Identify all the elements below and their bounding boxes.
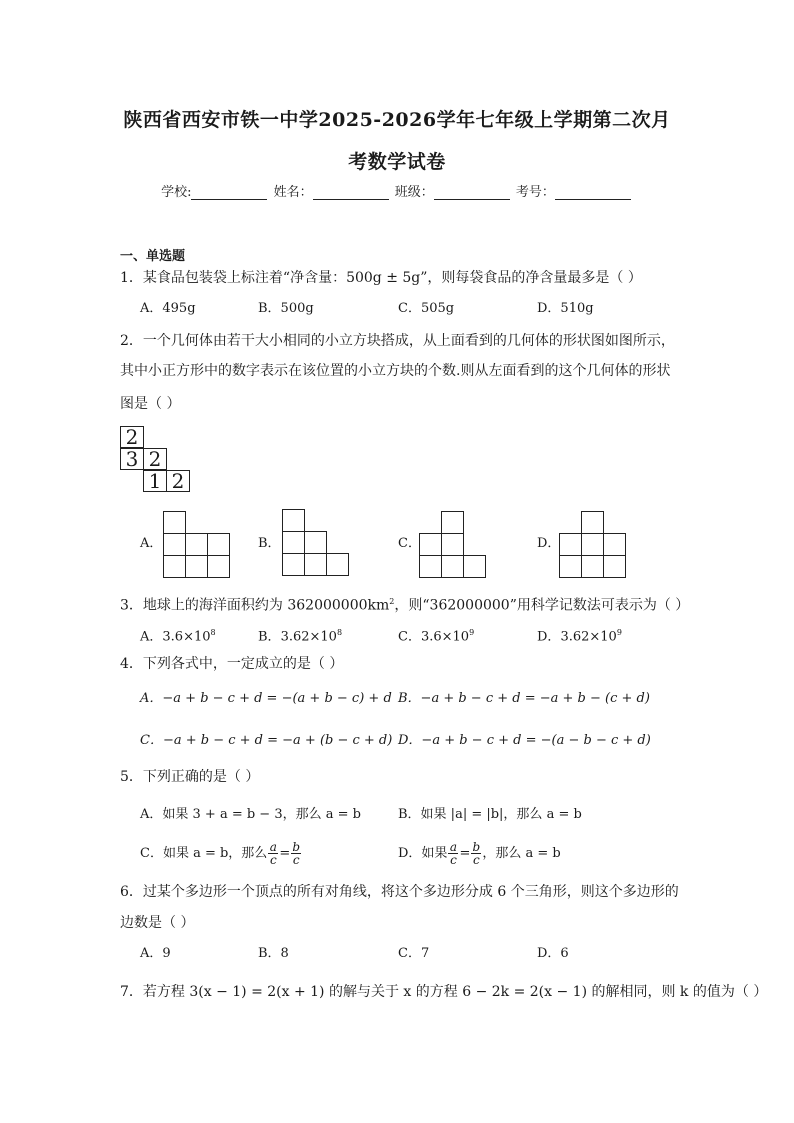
question-2-option-d-figure[interactable] — [559, 511, 629, 578]
question-5-option-b[interactable]: B．如果 |a| = |b|，那么 a = b — [398, 807, 582, 822]
question-6-line-1: 6．过某个多边形一个顶点的所有对角线，将这个多边形分成 6 个三角形，则这个多边形的 — [120, 884, 679, 900]
class-field-blank[interactable] — [434, 185, 510, 200]
question-2-option-b-figure[interactable] — [282, 509, 352, 578]
question-2-option-c-figure[interactable] — [419, 511, 489, 578]
question-5-text: 5．下列正确的是（ ） — [120, 769, 260, 785]
question-4-option-d[interactable]: D．−a + b − c + d = −(a − b − c + d) — [398, 733, 651, 748]
equals-sign: = — [279, 845, 291, 861]
question-1-option-c[interactable]: C．505g — [398, 301, 455, 316]
question-5-option-d-text: D．如果 — [398, 845, 448, 861]
question-6-option-a[interactable]: A．9 — [140, 946, 171, 961]
question-4-option-a[interactable]: A．−a + b − c + d = −(a + b − c) + d — [140, 691, 392, 706]
exam-number-field-label: 考号： — [515, 185, 555, 200]
question-5-option-d-tail: ，那么 a = b — [482, 845, 561, 861]
fraction-a-over-c: $\frac{a}{c}$ — [269, 840, 277, 867]
fraction-b-over-c: $\frac{b}{c}$ — [292, 840, 301, 867]
question-2-option-d-label[interactable]: D． — [537, 536, 561, 551]
question-2-option-c-label[interactable]: C． — [398, 536, 421, 551]
question-2-line-3: 图是（ ） — [120, 396, 181, 412]
question-3-option-d[interactable]: D．$3.62\times 10^9$ — [537, 628, 622, 645]
top-view-cell: 2 — [143, 448, 167, 470]
question-6-option-d[interactable]: D．6 — [537, 946, 569, 961]
fraction-a-over-c: $\frac{a}{c}$ — [449, 840, 458, 867]
school-field-label: 学校: — [161, 185, 192, 200]
top-view-cell: 2 — [120, 426, 144, 448]
question-4-option-b[interactable]: B．−a + b − c + d = −a + b − (c + d) — [398, 691, 650, 706]
question-5-option-a[interactable]: A．如果 3 + a = b − 3，那么 a = b — [140, 807, 361, 822]
question-1-text: 1．某食品包装袋上标注着“净含量：500g ± 5g”，则每袋食品的净含量最多是（ ） — [120, 270, 642, 286]
question-7-text: 7．若方程 3(x − 1) = 2(x + 1) 的解与关于 x 的方程 6 − 2k = 2(x − 1) 的解相同，则 k 的值为（ ） — [120, 984, 768, 1000]
question-3-option-a[interactable]: A．$3.6\times 10^8$ — [140, 628, 216, 645]
question-1-option-b[interactable]: B．500g — [258, 301, 314, 316]
name-field-blank[interactable] — [313, 185, 389, 200]
top-view-cell: 3 — [120, 448, 144, 470]
page-title-line-1: 陕西省西安市铁一中学2025-2026学年七年级上学期第二次月 — [123, 109, 671, 131]
top-view-cell: 2 — [166, 470, 190, 492]
question-5-option-c[interactable] — [140, 841, 302, 866]
question-2-option-b-label[interactable]: B． — [258, 536, 281, 551]
question-2-line-2: 其中小正方形中的数字表示在该位置的小立方块的个数.则从左面看到的这个几何体的形状 — [120, 363, 671, 379]
question-6-option-c[interactable]: C．7 — [398, 946, 430, 961]
question-3-text-post: ，则“362000000”用科学记数法可表示为（ ） — [394, 597, 690, 614]
question-1-option-a[interactable]: A．495g — [140, 301, 196, 316]
school-field-blank[interactable] — [191, 185, 267, 200]
question-1-option-d[interactable]: D．510g — [537, 301, 594, 316]
question-3-text — [120, 595, 689, 613]
page-title-line-2: 考数学试卷 — [348, 151, 446, 173]
question-6-line-2: 边数是（ ） — [120, 915, 195, 931]
question-6-option-b[interactable]: B．8 — [258, 946, 289, 961]
equals-sign: = — [459, 845, 471, 861]
top-view-cell: 1 — [143, 470, 167, 492]
question-5-option-d[interactable] — [398, 841, 561, 866]
section-title: 一、单选题 — [120, 249, 186, 264]
top-view-figure — [120, 426, 190, 492]
question-2-line-1: 2．一个几何体由若干大小相同的小立方块搭成，从上面看到的几何体的形状图如图所示， — [120, 333, 675, 349]
question-3-text-sup: 2 — [389, 597, 395, 606]
question-3-option-c[interactable]: C．$3.6\times 10^9$ — [398, 628, 475, 645]
fraction-b-over-c: $\frac{b}{c}$ — [472, 840, 481, 867]
class-field-label: 班级： — [394, 185, 434, 200]
question-4-option-c[interactable]: C．−a + b − c + d = −a + (b − c + d) — [140, 733, 393, 748]
exam-number-field-blank[interactable] — [555, 185, 631, 200]
question-2-option-a-figure[interactable] — [163, 511, 233, 578]
student-info-fields — [0, 181, 794, 200]
question-3-option-b[interactable]: B．$3.62\times 10^8$ — [258, 628, 343, 645]
question-4-text: 4．下列各式中，一定成立的是（ ） — [120, 656, 344, 672]
question-2-option-a-label[interactable]: A． — [140, 536, 163, 551]
name-field-label: 姓名： — [273, 185, 313, 200]
question-3-text-pre: 3．地球上的海洋面积约为 362000000km — [120, 597, 390, 614]
question-5-option-c-text: C．如果 a = b，那么 — [140, 845, 268, 861]
